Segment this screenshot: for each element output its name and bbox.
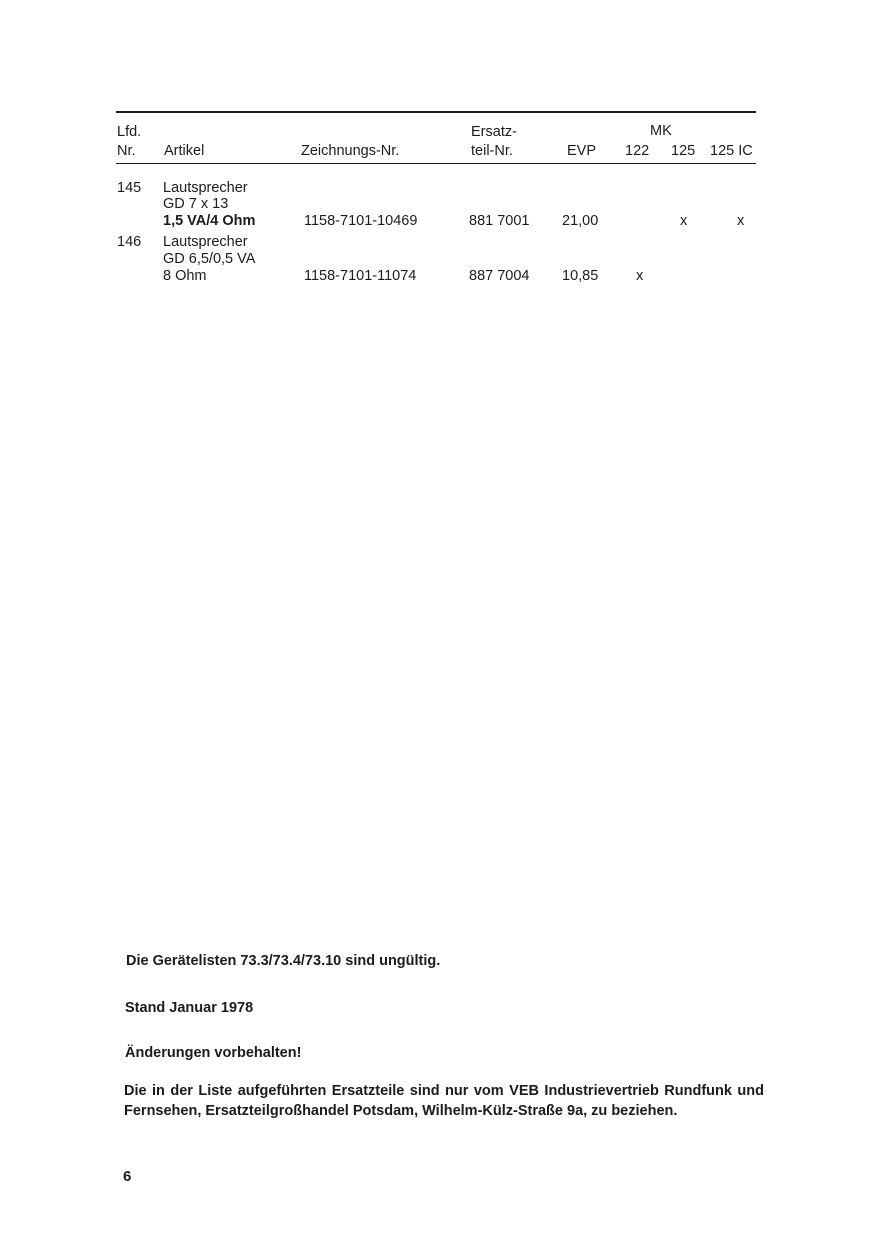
header-lfd-line2: Nr. [117, 143, 136, 159]
note-geraetelisten-text: Die Gerätelisten 73.3/73.4/73.10 sind ungültig. [126, 953, 441, 969]
note-geraetelisten [126, 953, 440, 969]
row-145-mk-125: x [680, 213, 688, 229]
row-145-evp: 21,00 [562, 213, 599, 229]
row-145-zeichnungs-nr: 1158-7101-10469 [304, 213, 418, 229]
page-number: 6 [123, 1168, 132, 1185]
header-zeichnungs-nr: Zeichnungs-Nr. [301, 143, 400, 159]
note-bezugsquelle: Die in der Liste aufgeführten Ersatzteile sind nur vom VEB Industrievertrieb Rundfunk und Fernsehen, Ersatzteilgroßhandel Potsdam, Wilhelm-Külz-Straße 9a, zu beziehen. [124, 1083, 764, 1119]
header-mk-122: 122 [625, 143, 650, 159]
header-ersatzteil-line1: Ersatz- [471, 124, 517, 140]
header-ersatzteil-line2: teil-Nr. [471, 143, 513, 159]
table-top-rule [116, 111, 756, 113]
row-145-mk-125ic: x [737, 213, 745, 229]
row-145-ersatzteil-nr: 881 7001 [469, 213, 530, 229]
row-145-artikel-line2: GD 7 x 13 [163, 196, 229, 212]
header-mk: MK [650, 123, 672, 139]
row-146-evp: 10,85 [562, 268, 599, 284]
row-145-nr: 145 [117, 180, 142, 196]
row-145-artikel-line1: Lautsprecher [163, 180, 248, 196]
row-146-artikel-line1: Lautsprecher [163, 234, 248, 250]
row-146-mk-122: x [636, 268, 644, 284]
header-evp: EVP [567, 143, 597, 159]
row-146-zeichnungs-nr: 1158-7101-11074 [304, 268, 417, 284]
table-header-rule [116, 163, 756, 164]
header-lfd-line1: Lfd. [117, 124, 142, 140]
row-146-nr: 146 [117, 234, 142, 250]
header-mk-125ic: 125 IC [710, 143, 753, 159]
row-146-ersatzteil-nr: 887 7004 [469, 268, 530, 284]
header-mk-125: 125 [671, 143, 696, 159]
row-146-artikel-line3: 8 Ohm [163, 268, 207, 284]
note-stand: Stand Januar 1978 [125, 1000, 254, 1016]
row-145-artikel-line3: 1,5 VA/4 Ohm [163, 213, 256, 229]
note-aenderungen: Änderungen vorbehalten! [125, 1045, 302, 1061]
header-artikel: Artikel [164, 143, 205, 159]
row-146-artikel-line2: GD 6,5/0,5 VA [163, 251, 256, 267]
